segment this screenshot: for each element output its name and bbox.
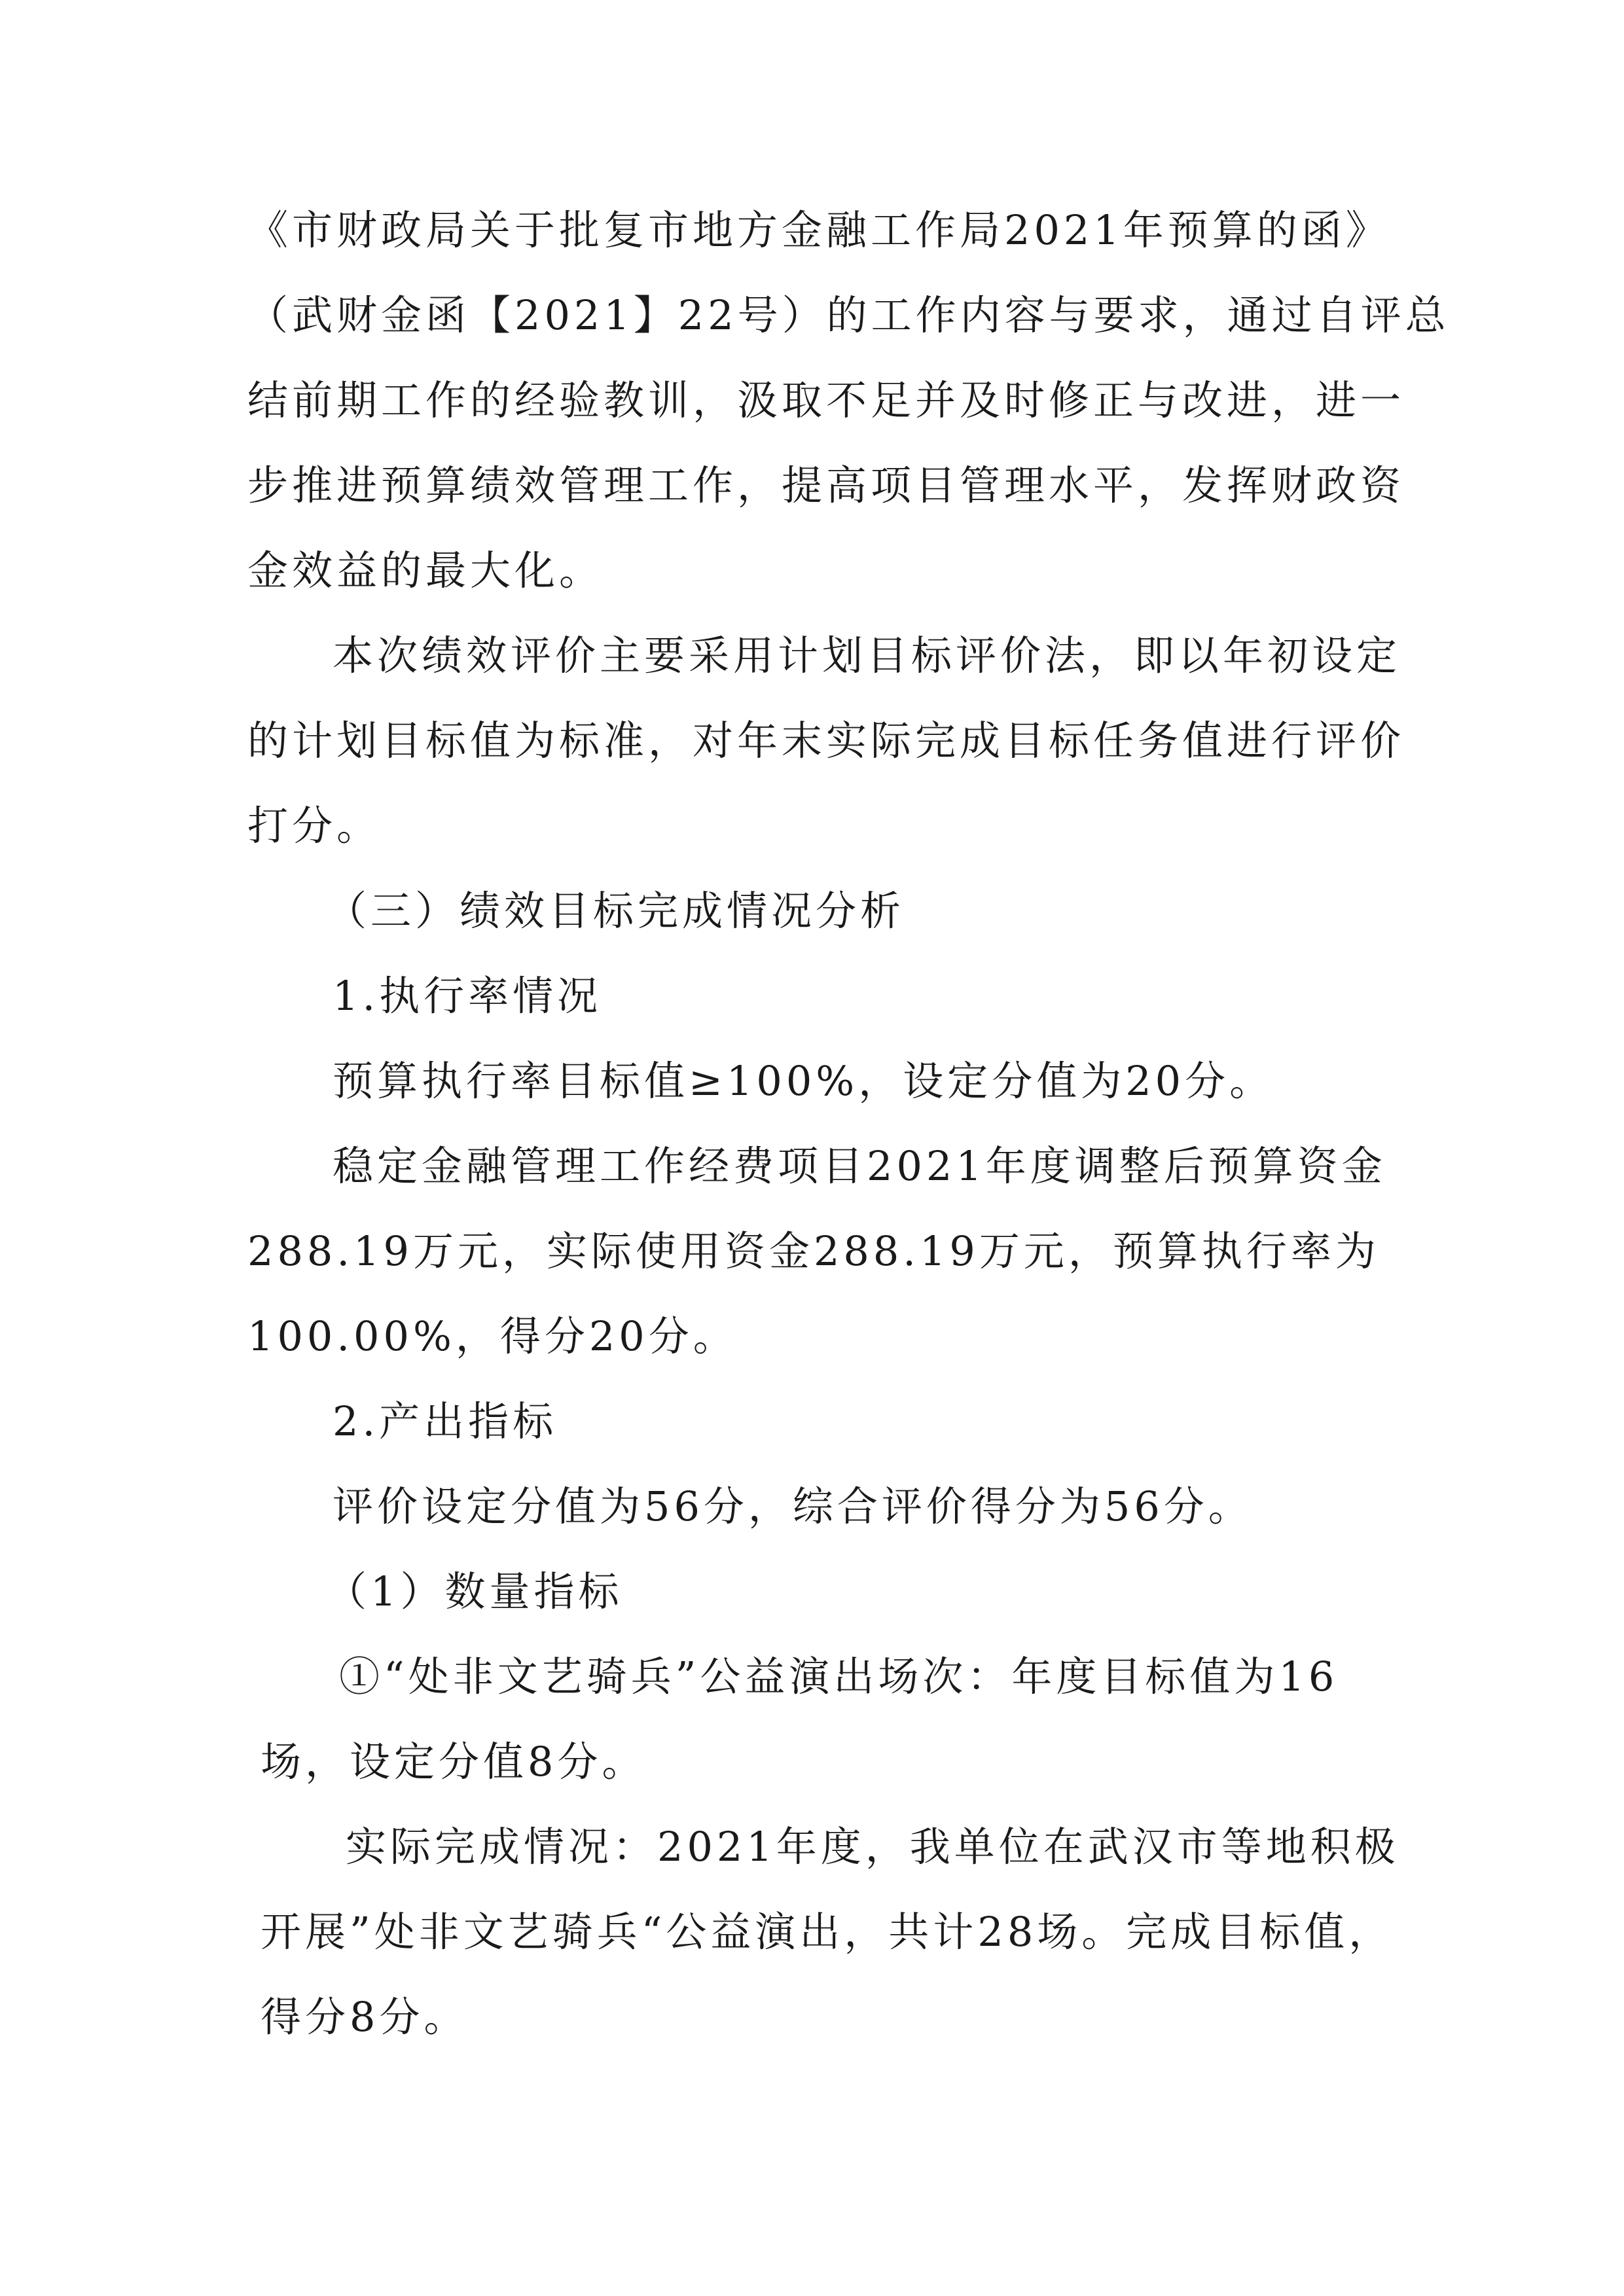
subheading-3: （1）数量指标 <box>326 1568 623 1615</box>
text-line-3: 结前期工作的经验教训，汲取不足并及时修正与改进，进一 <box>247 376 1405 424</box>
text-line-2: （武财金函【2021】22号）的工作内容与要求，通过自评总 <box>247 291 1450 339</box>
text-line-13: 288.19万元，实际使用资金288.19万元，预算执行率为 <box>247 1227 1380 1275</box>
text-line-6: 本次绩效评价主要采用计划目标评价法，即以年初设定 <box>333 632 1401 679</box>
text-line-8: 打分。 <box>247 802 382 850</box>
text-line-21: 开展”处非文艺骑兵“公益演出，共计28场。完成目标值， <box>261 1908 1394 1956</box>
subheading-1: 1.执行率情况 <box>333 972 602 1020</box>
text-line-16: 评价设定分值为56分，综合评价得分为56分。 <box>333 1482 1253 1530</box>
text-line-1: 《市财政局关于批复市地方金融工作局2021年预算的函》 <box>247 206 1390 254</box>
text-line-19: 场，设定分值8分。 <box>261 1738 647 1785</box>
section-heading: （三）绩效目标完成情况分析 <box>326 887 905 935</box>
text-line-4: 步推进预算绩效管理工作，提高项目管理水平，发挥财政资 <box>247 461 1405 509</box>
text-line-20: 实际完成情况：2021年度，我单位在武汉市等地积极 <box>346 1823 1399 1871</box>
text-line-11: 预算执行率目标值≥100%，设定分值为20分。 <box>333 1057 1274 1105</box>
text-line-22: 得分8分。 <box>261 1993 469 2041</box>
text-line-18: ①“处非文艺骑兵”公益演出场次：年度目标值为16 <box>339 1653 1339 1700</box>
text-line-12: 稳定金融管理工作经费项目2021年度调整后预算资金 <box>333 1142 1386 1190</box>
subheading-2: 2.产出指标 <box>333 1397 558 1445</box>
text-line-14: 100.00%，得分20分。 <box>247 1312 738 1360</box>
text-line-7: 的计划目标值为标准，对年末实际完成目标任务值进行评价 <box>247 717 1405 764</box>
text-line-5: 金效益的最大化。 <box>247 547 604 594</box>
